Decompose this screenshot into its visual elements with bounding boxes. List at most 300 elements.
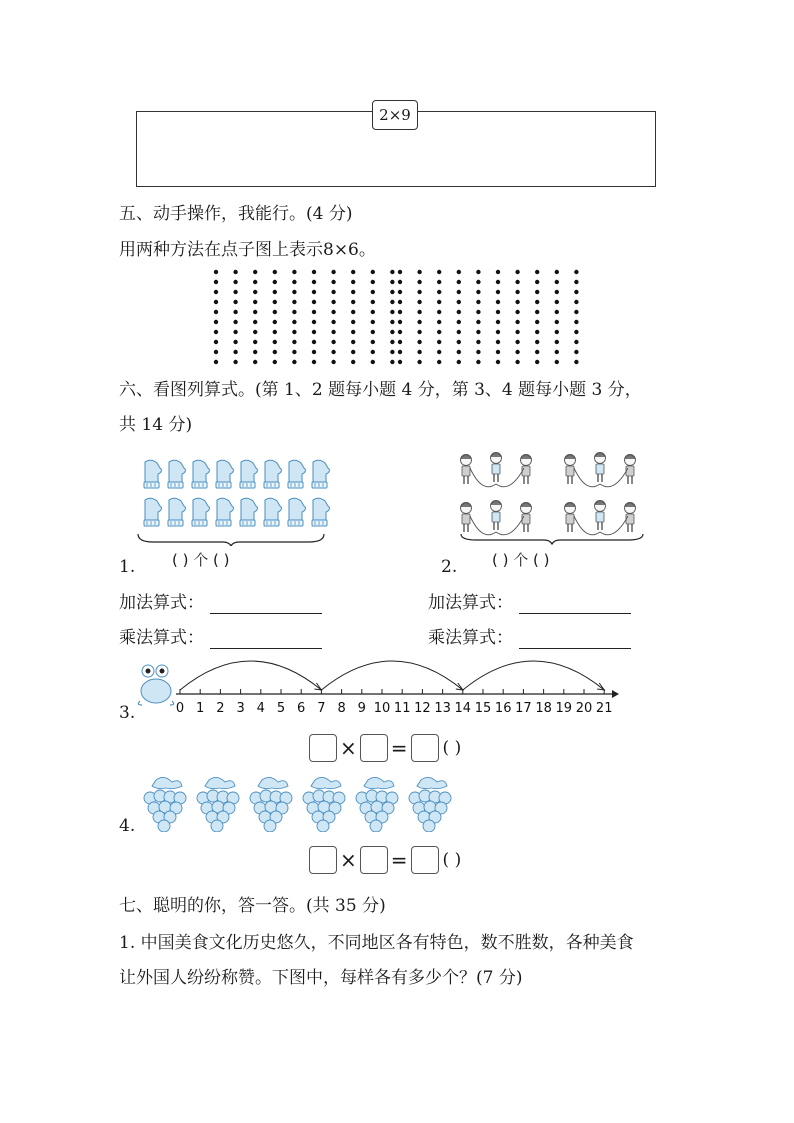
grapes-picture — [138, 776, 468, 832]
dot — [233, 320, 237, 324]
dot — [398, 270, 402, 274]
tick-label: 16 — [494, 701, 512, 716]
dot — [417, 310, 421, 314]
dot — [535, 360, 539, 364]
dot — [351, 280, 355, 284]
dot — [496, 350, 500, 354]
dot — [292, 290, 296, 294]
dot — [555, 360, 559, 364]
dot — [496, 330, 500, 334]
q4-number: 4. — [119, 816, 136, 836]
dot — [476, 270, 480, 274]
dot — [496, 270, 500, 274]
dot — [351, 320, 355, 324]
dot — [457, 320, 461, 324]
mitten-icon — [192, 498, 210, 526]
times-sign: × — [340, 736, 357, 760]
child-icon — [625, 503, 636, 533]
dot — [273, 360, 277, 364]
q3-equation — [309, 734, 461, 764]
jump-arrowhead — [314, 683, 321, 690]
dot — [398, 300, 402, 304]
dot — [496, 360, 500, 364]
child-icon — [461, 503, 472, 533]
dot — [555, 320, 559, 324]
dot — [371, 330, 375, 334]
tick-label: 15 — [474, 701, 492, 716]
dot — [535, 340, 539, 344]
dot — [371, 320, 375, 324]
dot — [457, 290, 461, 294]
dot — [253, 300, 257, 304]
dot — [574, 290, 578, 294]
dot — [390, 280, 394, 284]
tick-label: 19 — [555, 701, 573, 716]
dot — [535, 330, 539, 334]
tick-label: 10 — [373, 701, 391, 716]
dot — [331, 320, 335, 324]
dot — [437, 360, 441, 364]
dot — [457, 330, 461, 334]
child-icon — [521, 503, 532, 533]
dot — [371, 300, 375, 304]
q1-brace-text: ( ) 个 ( ) — [172, 551, 230, 569]
dot — [273, 310, 277, 314]
dot — [457, 350, 461, 354]
dot — [273, 330, 277, 334]
mitten-icon — [144, 460, 162, 488]
dot — [398, 290, 402, 294]
dot — [253, 270, 257, 274]
dot — [457, 340, 461, 344]
dot — [351, 330, 355, 334]
dot — [398, 360, 402, 364]
dot — [398, 310, 402, 314]
dot — [417, 300, 421, 304]
dot — [574, 340, 578, 344]
dot — [371, 280, 375, 284]
dot — [390, 310, 394, 314]
child-icon — [595, 453, 606, 483]
dot — [437, 340, 441, 344]
mitten-icon — [240, 498, 258, 526]
dot — [390, 300, 394, 304]
dot — [253, 280, 257, 284]
dot — [417, 330, 421, 334]
dot — [457, 300, 461, 304]
dot — [351, 270, 355, 274]
mitten-icon — [240, 460, 258, 488]
dot — [398, 320, 402, 324]
dot — [331, 290, 335, 294]
q3-factor2-box[interactable] — [360, 734, 388, 762]
mitten-icon — [168, 498, 186, 526]
dot — [496, 300, 500, 304]
q1-mul-blank[interactable] — [210, 630, 322, 649]
mitten-icon — [264, 460, 282, 488]
dot — [437, 290, 441, 294]
dot — [312, 320, 316, 324]
dot — [312, 310, 316, 314]
dot — [233, 340, 237, 344]
dot — [417, 290, 421, 294]
jump-arc — [321, 661, 462, 690]
q2-mul-blank[interactable] — [519, 630, 631, 649]
dot — [371, 290, 375, 294]
dot — [574, 310, 578, 314]
dot — [331, 300, 335, 304]
q1-add-blank[interactable] — [210, 595, 322, 614]
dot — [496, 340, 500, 344]
tick-label: 14 — [454, 701, 472, 716]
tick-label: 4 — [256, 701, 265, 716]
dot — [437, 350, 441, 354]
dot — [535, 320, 539, 324]
dot — [476, 360, 480, 364]
box-label: 2×9 — [372, 100, 418, 130]
dot — [417, 270, 421, 274]
dot — [390, 330, 394, 334]
q3-factor1-box[interactable] — [309, 734, 337, 762]
dot-grid[interactable] — [200, 266, 600, 366]
dot — [574, 300, 578, 304]
dot — [292, 320, 296, 324]
dot — [351, 290, 355, 294]
tick-label: 17 — [515, 701, 532, 716]
dot — [351, 340, 355, 344]
dot — [574, 280, 578, 284]
dot — [496, 290, 500, 294]
dot — [535, 300, 539, 304]
dot — [476, 350, 480, 354]
dot — [515, 270, 519, 274]
dot — [535, 280, 539, 284]
dot — [233, 310, 237, 314]
dot — [476, 330, 480, 334]
dot — [398, 330, 402, 334]
dot — [214, 360, 218, 364]
mitten-icon — [144, 498, 162, 526]
q3-unit-paren[interactable]: ( ) — [442, 738, 462, 758]
mittens-picture — [133, 456, 333, 546]
child-icon — [565, 455, 576, 485]
child-icon — [521, 455, 532, 485]
dot — [312, 350, 316, 354]
section7-q1-line2: 让外国人纷纷称赞。下图中，每样各有多少个？(7 分) — [119, 968, 523, 988]
dot — [417, 350, 421, 354]
child-icon — [461, 455, 472, 485]
dot — [312, 290, 316, 294]
dot — [312, 340, 316, 344]
tick-label: 21 — [595, 701, 613, 716]
tick-label: 20 — [575, 701, 593, 716]
dot — [292, 330, 296, 334]
frog-pupil — [160, 669, 165, 674]
dot — [390, 340, 394, 344]
q4-factor2-box[interactable] — [360, 846, 388, 874]
dot — [515, 310, 519, 314]
dot — [555, 290, 559, 294]
dot — [331, 350, 335, 354]
dot — [437, 330, 441, 334]
dot — [555, 280, 559, 284]
tick-label: 6 — [297, 701, 306, 716]
dot — [457, 310, 461, 314]
dot — [496, 310, 500, 314]
child-icon — [491, 453, 502, 483]
dot — [292, 350, 296, 354]
dot — [555, 310, 559, 314]
dot — [398, 280, 402, 284]
jump-rope-group — [461, 501, 532, 535]
dot — [398, 340, 402, 344]
jump-rope-group — [565, 501, 636, 535]
q2-add-blank[interactable] — [519, 595, 631, 614]
dot — [476, 320, 480, 324]
tick-label: 12 — [414, 701, 431, 716]
dot — [292, 340, 296, 344]
dot — [457, 360, 461, 364]
grape-icon — [197, 777, 239, 832]
dot — [390, 290, 394, 294]
dot — [535, 350, 539, 354]
dot — [214, 350, 218, 354]
dot — [292, 360, 296, 364]
dot — [515, 330, 519, 334]
equals-sign: = — [390, 848, 408, 872]
dot — [555, 300, 559, 304]
dot — [437, 280, 441, 284]
dot — [437, 310, 441, 314]
dot — [496, 320, 500, 324]
dot — [331, 310, 335, 314]
tick-label: 5 — [276, 701, 286, 716]
mitten-icon — [168, 460, 186, 488]
dot — [515, 290, 519, 294]
dot — [515, 360, 519, 364]
q2-add-row — [428, 592, 631, 614]
tick-label: 11 — [393, 701, 411, 716]
dot — [535, 310, 539, 314]
dot — [273, 300, 277, 304]
dot — [476, 300, 480, 304]
dot — [371, 340, 375, 344]
dot — [292, 280, 296, 284]
dot — [515, 280, 519, 284]
dot — [457, 280, 461, 284]
section6-heading-line1: 六、看图列算式。(第 1、2 题每小题 4 分，第 3、4 题每小题 3 分， — [119, 380, 642, 400]
dot — [331, 270, 335, 274]
q1-add-row — [119, 592, 322, 614]
grape-icon — [356, 777, 398, 832]
q1-number: 1. — [119, 557, 136, 577]
jump-arrowhead — [597, 683, 604, 690]
dot — [417, 280, 421, 284]
dot — [515, 340, 519, 344]
tick-label: 13 — [434, 701, 451, 716]
dot — [292, 270, 296, 274]
tick-label: 18 — [535, 701, 552, 716]
dot — [214, 310, 218, 314]
frog-body — [141, 679, 171, 703]
dot — [331, 280, 335, 284]
child-icon — [491, 501, 502, 531]
q4-factor1-box[interactable] — [309, 846, 337, 874]
dot — [535, 270, 539, 274]
dot — [233, 330, 237, 334]
mitten-icon — [312, 460, 330, 488]
dot — [574, 360, 578, 364]
dot — [312, 300, 316, 304]
dot — [371, 360, 375, 364]
frog-pupil — [146, 669, 151, 674]
dot — [398, 350, 402, 354]
equals-sign: = — [390, 736, 408, 760]
grape-icon — [144, 777, 186, 832]
dot — [273, 280, 277, 284]
dot — [214, 280, 218, 284]
mitten-icon — [216, 498, 234, 526]
dot — [253, 320, 257, 324]
dot — [390, 270, 394, 274]
dot — [351, 310, 355, 314]
mitten-icon — [288, 498, 306, 526]
mul-label: 乘法算式： — [119, 628, 204, 648]
dot — [555, 350, 559, 354]
dot — [476, 280, 480, 284]
tick-label: 9 — [357, 701, 366, 716]
dot — [351, 350, 355, 354]
dot — [331, 360, 335, 364]
q4-product-box[interactable] — [411, 846, 439, 874]
dot — [574, 330, 578, 334]
dot — [253, 340, 257, 344]
jump-arrowhead — [456, 683, 463, 690]
dot — [351, 360, 355, 364]
dot — [417, 320, 421, 324]
axis-arrow — [612, 690, 619, 698]
q2-brace-text: ( ) 个 ( ) — [492, 551, 550, 569]
dot — [214, 270, 218, 274]
dot — [515, 320, 519, 324]
child-icon — [565, 503, 576, 533]
dot — [273, 340, 277, 344]
q3-number: 3. — [119, 703, 136, 723]
section5-instruction: 用两种方法在点子图上表示8×6。 — [119, 240, 376, 260]
dot — [437, 270, 441, 274]
dot — [371, 270, 375, 274]
jump-rope-group — [461, 453, 532, 487]
number-line — [170, 656, 620, 718]
dot — [515, 300, 519, 304]
q1-mul-row — [119, 627, 322, 649]
tick-label: 0 — [175, 701, 185, 716]
mitten-icon — [192, 460, 210, 488]
q3-product-box[interactable] — [411, 734, 439, 762]
mitten-icon — [216, 460, 234, 488]
section5-heading: 五、动手操作，我能行。(4 分) — [119, 204, 353, 224]
dot — [371, 350, 375, 354]
dot — [214, 330, 218, 334]
dot — [233, 280, 237, 284]
mitten-icon — [288, 460, 306, 488]
dot — [457, 270, 461, 274]
dot — [233, 290, 237, 294]
dot — [331, 340, 335, 344]
dot — [331, 330, 335, 334]
dot — [417, 360, 421, 364]
tick-label: 3 — [236, 701, 245, 716]
section7-heading: 七、聪明的你，答一答。(共 35 分) — [119, 896, 386, 916]
dot — [555, 270, 559, 274]
grape-icon — [409, 777, 451, 832]
add-label: 加法算式： — [119, 593, 204, 613]
dot — [214, 340, 218, 344]
q4-equation — [309, 846, 461, 876]
dot — [476, 340, 480, 344]
dot — [253, 360, 257, 364]
mitten-icon — [264, 498, 282, 526]
dot — [214, 320, 218, 324]
dot — [417, 340, 421, 344]
section7-q1-line1: 1. 中国美食文化历史悠久，不同地区各有特色，数不胜数，各种美食 — [119, 933, 634, 953]
dot — [292, 310, 296, 314]
grape-icon — [250, 777, 292, 832]
child-icon — [595, 501, 606, 531]
dot — [390, 320, 394, 324]
child-icon — [625, 455, 636, 485]
dot — [233, 360, 237, 364]
dot — [371, 310, 375, 314]
dot — [292, 300, 296, 304]
jump-arc — [180, 661, 321, 690]
dot — [273, 270, 277, 274]
dot — [574, 350, 578, 354]
dot — [555, 340, 559, 344]
dot — [476, 290, 480, 294]
jump-rope-group — [565, 453, 636, 487]
dot — [214, 300, 218, 304]
grape-icon — [303, 777, 345, 832]
times-sign: × — [340, 848, 357, 872]
tick-label: 8 — [337, 701, 346, 716]
tick-label: 2 — [216, 701, 225, 716]
dot — [312, 270, 316, 274]
dot — [253, 290, 257, 294]
dot — [312, 330, 316, 334]
dot — [253, 330, 257, 334]
brace — [138, 534, 324, 546]
dot — [253, 350, 257, 354]
q2-mul-row — [428, 627, 631, 649]
dot — [233, 270, 237, 274]
tick-label: 7 — [317, 701, 326, 716]
dot — [312, 360, 316, 364]
dot — [437, 320, 441, 324]
brace — [461, 534, 643, 544]
q4-unit-paren[interactable]: ( ) — [442, 850, 462, 870]
dot — [233, 300, 237, 304]
children-picture — [456, 446, 656, 546]
dot — [253, 310, 257, 314]
add-label: 加法算式： — [428, 593, 513, 613]
dot — [273, 350, 277, 354]
dot — [555, 330, 559, 334]
dot — [515, 350, 519, 354]
dot — [351, 300, 355, 304]
dot — [273, 290, 277, 294]
dot — [437, 300, 441, 304]
